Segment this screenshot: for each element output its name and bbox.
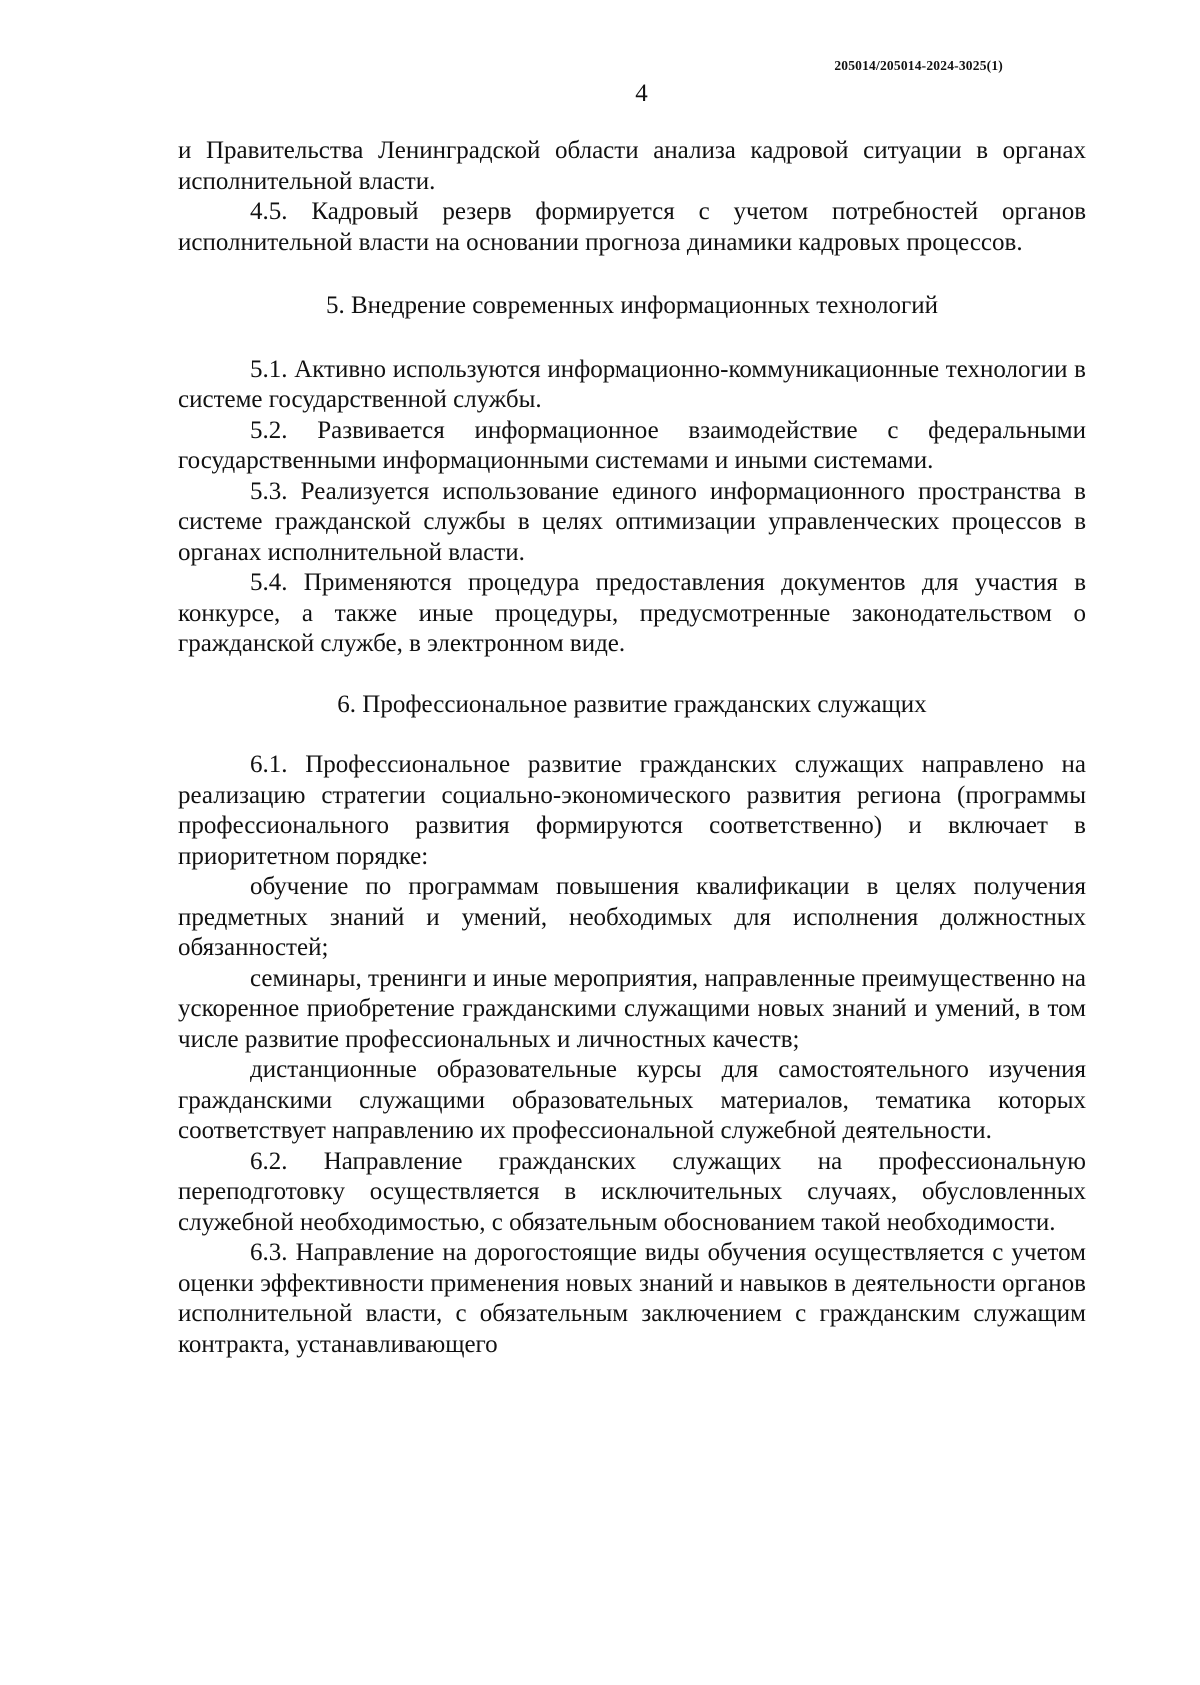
paragraph-5-1: 5.1. Активно используются информационно-коммуникационные технологии в системе государственной службы. — [178, 355, 1086, 413]
list-item-distance-courses: дистанционные образовательные курсы для самостоятельного изучения гражданскими служащими образовательных материалов, тематика которых соответствует направлению их профессиональной служебной деятельности. — [178, 1056, 1086, 1144]
document-body — [178, 136, 1086, 1360]
paragraph-6-1: 6.1. Профессиональное развитие гражданских служащих направлено на реализацию стратегии социально-экономического развития региона (программы профессионального развития формируются соответственно) и включает в приоритетном порядке: — [178, 751, 1086, 870]
paragraph-6-2: 6.2. Направление гражданских служащих на профессиональную переподготовку осуществляется в исключительных случаях, обусловленных служебной необходимостью, с обязательным обоснованием такой необходимости. — [178, 1147, 1086, 1236]
paragraph-4-5: 4.5. Кадровый резерв формируется с учетом потребностей органов исполнительной власти на основании прогноза динамики кадровых процессов. — [178, 198, 1086, 256]
paragraph-5-4: 5.4. Применяются процедура предоставления документов для участия в конкурсе, а также иные процедуры, предусмотренные законодательством о гражданской службе, в электронном виде. — [178, 569, 1086, 657]
paragraph-6-3: 6.3. Направление на дорогостоящие виды обучения осуществляется с учетом оценки эффективности применения новых знаний и навыков в деятельности органов исполнительной власти, с обязательным заключением с гражданским служащим контракта, устанавливающего — [178, 1239, 1086, 1358]
list-item-seminars: семинары, тренинги и иные мероприятия, направленные преимущественно на ускоренное приобретение гражданскими служащими новых знаний и умений, в том числе развитие профессиональных и личностных качеств; — [178, 964, 1086, 1053]
document-id: 205014/205014-2024-3025(1) — [834, 58, 1003, 73]
section-6-heading: 6. Профессиональное развитие гражданских служащих — [337, 690, 927, 718]
section-5-heading: 5. Внедрение современных информационных технологий — [325, 292, 939, 319]
paragraph-5-2: 5.2. Развивается информационное взаимодействие с федеральными государственными информационными системами и иными системами. — [178, 416, 1086, 474]
list-item-training: обучение по программам повышения квалификации в целях получения предметных знаний и умений, необходимых для исполнения должностных обязанностей; — [178, 873, 1086, 961]
paragraph-continuation: и Правительства Ленинградской области анализа кадровой ситуации в органах исполнительной власти. — [178, 137, 1086, 195]
paragraph-5-3: 5.3. Реализуется использование единого информационного пространства в системе гражданской службы в целях оптимизации управленческих процессов в органах исполнительной власти. — [178, 477, 1086, 566]
page-number: 4 — [635, 80, 648, 107]
